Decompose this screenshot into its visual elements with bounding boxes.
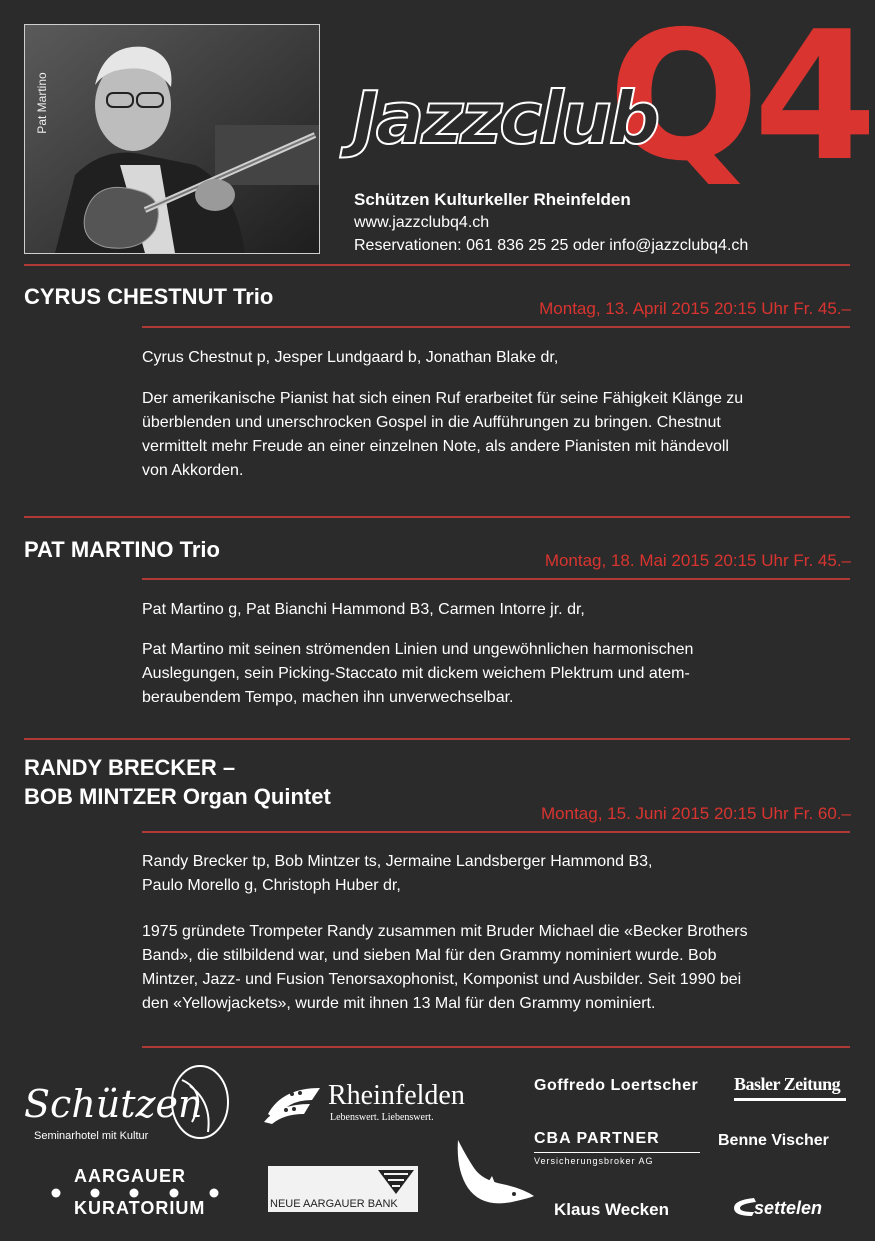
event-description — [142, 920, 842, 1016]
description-line: Pat Martino mit seinen strömenden Linien und ungewöhnlichen harmonischen — [142, 641, 694, 658]
settelen-swoosh-icon — [732, 1196, 756, 1218]
description-line: von Akkorden. — [142, 462, 244, 479]
basler-underline — [734, 1098, 846, 1101]
event-description — [142, 638, 842, 710]
description-line: den «Yellowjackets», wurde mit ihnen 13 Mal für den Grammy nominiert. — [142, 995, 656, 1012]
sponsor-klaus-wecken: Klaus Wecken — [554, 1200, 669, 1219]
event-date: Montag, 15. Juni 2015 20:15 Uhr Fr. 60.– — [541, 804, 851, 823]
event-date: Montag, 13. April 2015 20:15 Uhr Fr. 45.– — [539, 299, 851, 318]
description-line: Der amerikanische Pianist hat sich einen Ruf erarbeitet für seine Fähigkeit Klänge zu — [142, 390, 744, 407]
description-line: Band», die stilbildend war, und sieben Mal für den Grammy nominiert wurde. Bob — [142, 947, 717, 964]
event-title — [24, 536, 220, 565]
logo-q4-mark: Q4 — [608, 0, 872, 200]
event-description — [142, 387, 842, 483]
website-link[interactable]: www.jazzclubq4.ch — [354, 214, 490, 231]
event-title-line: RANDY BRECKER – — [24, 755, 236, 780]
divider — [142, 326, 850, 328]
divider — [24, 264, 850, 266]
sponsor-rheinfelden-tagline: Lebenswert. Liebenswert. — [330, 1112, 434, 1123]
event-title-line: CYRUS CHESTNUT Trio — [24, 284, 274, 309]
reservation-info: Reservationen: 061 836 25 25 oder info@jazzclubq4.ch — [354, 237, 749, 254]
kuratorium-dots-icon — [50, 1186, 220, 1198]
description-line: Auslegungen, sein Picking-Staccato mit dickem weichem Plektrum und atem- — [142, 665, 690, 682]
event-title-line: BOB MINTZER Organ Quintet — [24, 783, 331, 809]
photo-caption: Pat Martino — [35, 72, 49, 134]
sponsor-schuetzen-logo: Schützen — [24, 1082, 203, 1126]
event-lineup: Cyrus Chestnut p, Jesper Lundgaard b, Jonathan Blake dr, — [142, 349, 559, 366]
sponsor-benne-vischer: Benne Vischer — [718, 1132, 829, 1149]
event-lineup — [142, 850, 842, 898]
description-line: 1975 gründete Trompeter Randy zusammen mit Bruder Michael die «Becker Brothers — [142, 923, 748, 940]
event-date: Montag, 18. Mai 2015 20:15 Uhr Fr. 45.– — [544, 551, 851, 570]
sponsor-basler-zeitung: Basler Zeitung — [734, 1074, 841, 1094]
artist-photo — [24, 24, 320, 254]
shark-icon — [452, 1140, 536, 1214]
sponsor-aargauer-kuratorium-line1: AARGAUER — [74, 1166, 187, 1186]
event-title — [24, 283, 273, 312]
divider — [142, 831, 850, 833]
description-line: vermittelt mehr Freude an einer einzelnen Note, als andere Pianisten mit händevoll — [142, 438, 729, 455]
event-title — [24, 754, 331, 811]
sponsor-aargauer-kuratorium-line2: KURATORIUM — [74, 1198, 206, 1218]
event-title-line: PAT MARTINO Trio — [24, 537, 220, 562]
venue-name: Schützen Kulturkeller Rheinfelden — [354, 190, 631, 209]
cba-underline — [534, 1152, 700, 1153]
sponsor-settelen: settelen — [754, 1198, 823, 1218]
description-line: beraubendem Tempo, machen ihn unverwechselbar. — [142, 689, 514, 706]
divider — [24, 738, 850, 740]
sponsor-cba-tagline: Versicherungsbroker AG — [534, 1156, 654, 1166]
logo-jazzclub-text: Jazzclub — [352, 76, 658, 160]
event-lineup: Pat Martino g, Pat Bianchi Hammond B3, Carmen Intorre jr. dr, — [142, 601, 585, 618]
sponsor-rheinfelden-logo: Rheinfelden — [328, 1080, 465, 1111]
sponsor-nab-label: NEUE AARGAUER BANK — [270, 1198, 398, 1210]
sponsor-schuetzen-tagline: Seminarhotel mit Kultur — [34, 1130, 149, 1142]
divider — [142, 1046, 850, 1048]
divider — [142, 578, 850, 580]
rheinfelden-flag-icon — [262, 1084, 322, 1124]
description-line: überblenden und unerschrocken Gospel in die Aufführungen zu bringen. Chestnut — [142, 414, 721, 431]
divider — [24, 516, 850, 518]
photo-illustration — [25, 25, 319, 253]
nab-logo-icon — [268, 1166, 418, 1196]
lineup-line: Paulo Morello g, Christoph Huber dr, — [142, 877, 401, 894]
sponsor-cba-partner: CBA PARTNER — [534, 1130, 660, 1147]
sponsor-goffredo-loertscher: Goffredo Loertscher — [534, 1077, 699, 1094]
description-line: Mintzer, Jazz- und Fusion Tenorsaxophonist, Komponist und Ausbilder. Seit 1990 bei — [142, 971, 742, 988]
lineup-line: Randy Brecker tp, Bob Mintzer ts, Jermaine Landsberger Hammond B3, — [142, 853, 653, 870]
